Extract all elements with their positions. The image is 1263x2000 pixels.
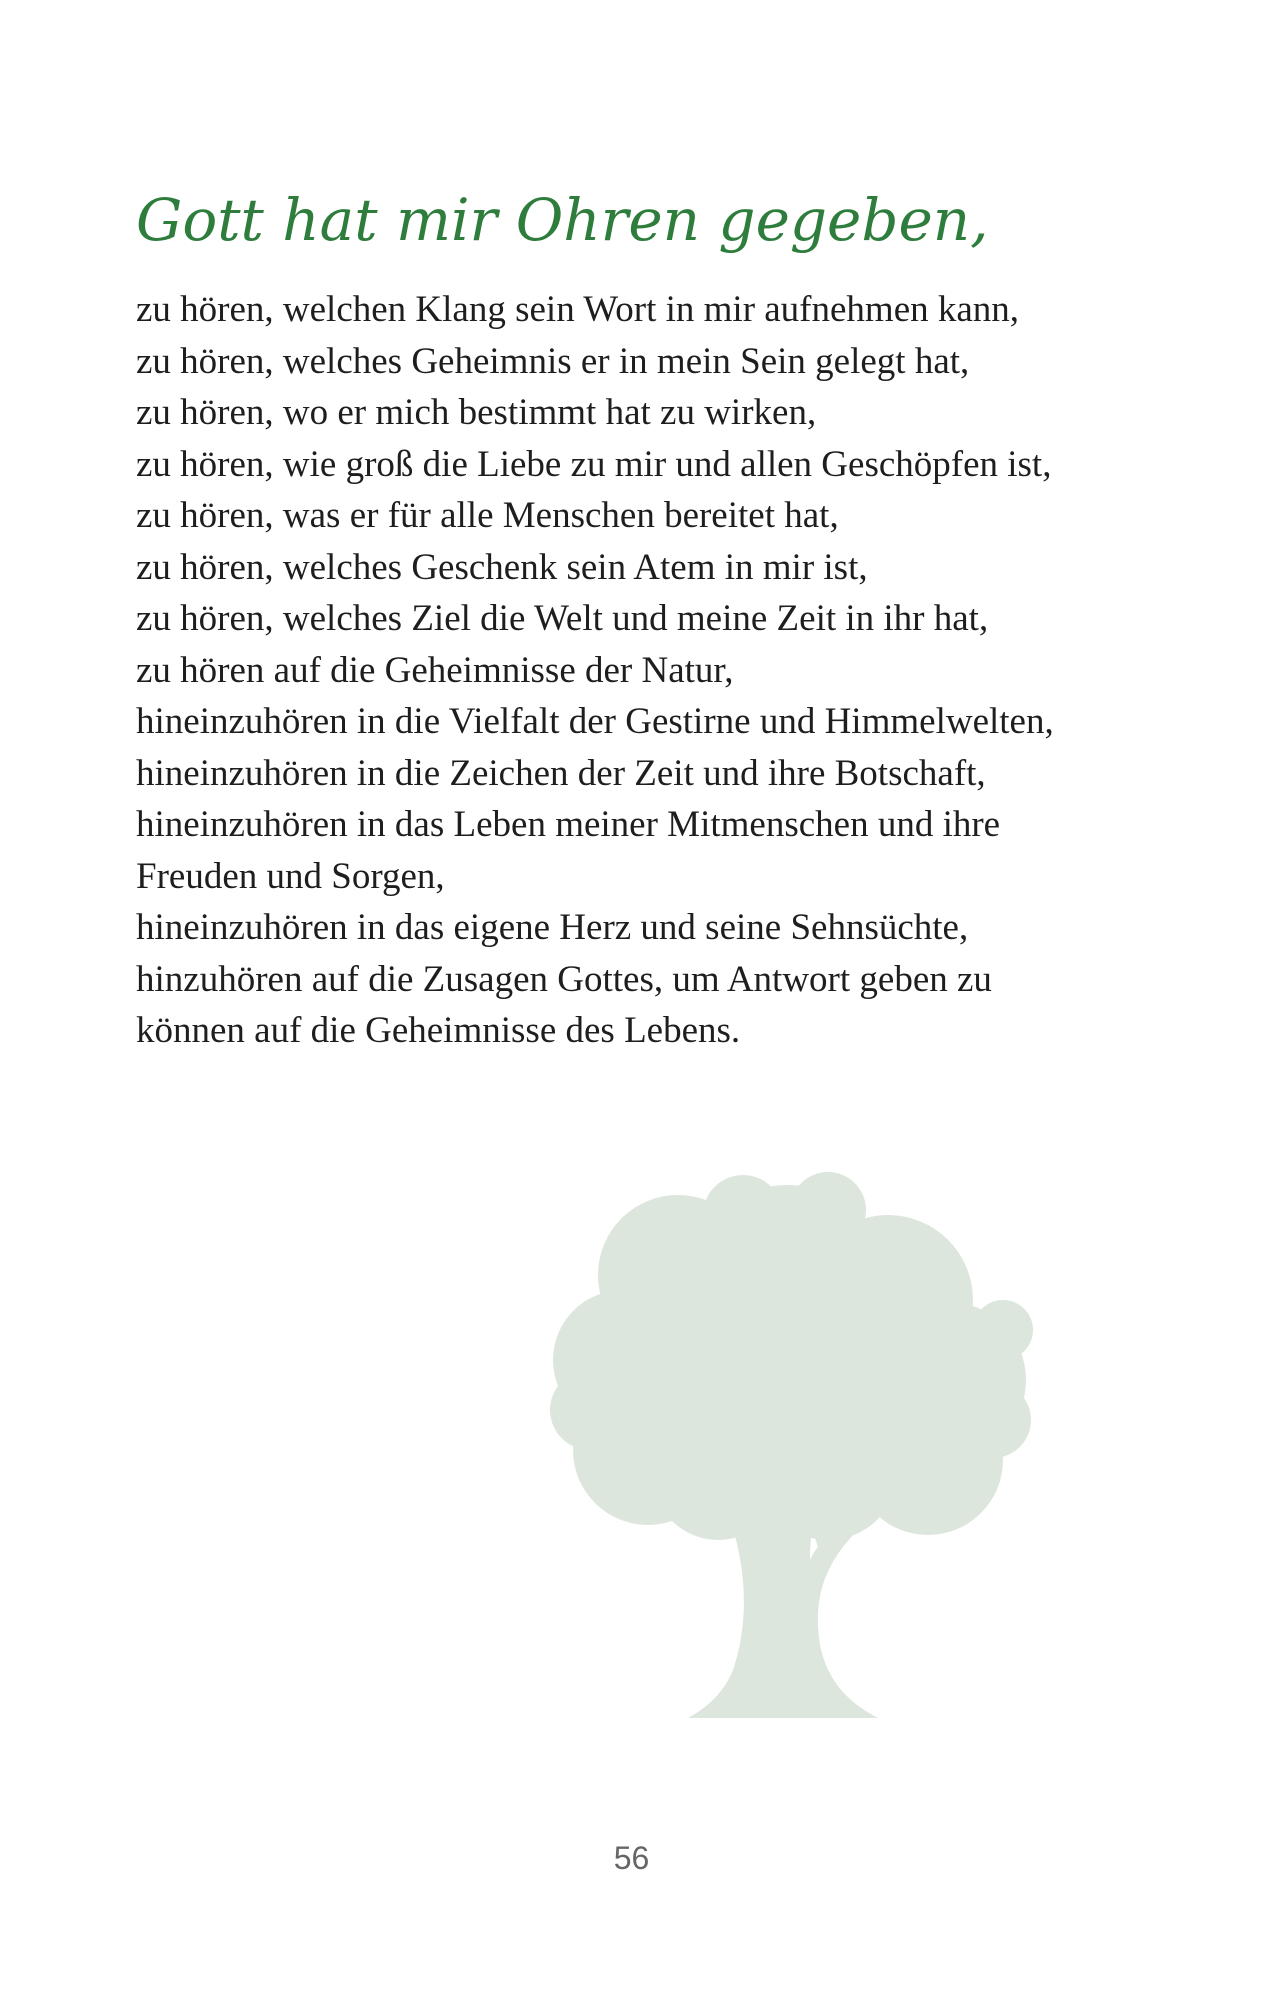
poem-title: Gott hat mir Ohren gegeben,: [136, 186, 989, 254]
poem-body: [136, 284, 1136, 1057]
poem-line: zu hören auf die Geheimnisse der Natur,: [136, 649, 734, 691]
poem-line: zu hören, welches Ziel die Welt und meine Zeit in ihr hat,: [136, 598, 989, 639]
page-number: 56: [613, 1840, 650, 1876]
poem-line: hineinzuhören in die Zeichen der Zeit und ihre Botschaft,: [136, 752, 986, 794]
poem-line: zu hören, wo er mich bestimmt hat zu wirken,: [136, 392, 817, 433]
poem-line: zu hören, welches Geschenk sein Atem in mir ist,: [136, 546, 868, 588]
poem-line: hineinzuhören in das eigene Herz und seine Sehnsüchte,: [136, 907, 969, 948]
poem-line: zu hören, welchen Klang sein Wort in mir aufnehmen kann,: [136, 289, 1020, 330]
tree-icon: [528, 1170, 1048, 1725]
poem-line: hineinzuhören in das Leben meiner Mitmenschen und ihre: [136, 804, 1001, 845]
poem-line: Freuden und Sorgen,: [136, 855, 445, 897]
poem-line: hineinzuhören in die Vielfalt der Gestirne und Himmelwelten,: [136, 701, 1054, 742]
poem-line: hinzuhören auf die Zusagen Gottes, um Antwort geben zu: [136, 958, 992, 1000]
poem-line: zu hören, wie groß die Liebe zu mir und allen Geschöpfen ist,: [136, 443, 1052, 485]
poem-line: können auf die Geheimnisse des Lebens.: [136, 1010, 741, 1051]
poem-line: zu hören, welches Geheimnis er in mein Sein gelegt hat,: [136, 340, 970, 382]
poem-line: zu hören, was er für alle Menschen bereitet hat,: [136, 495, 839, 536]
